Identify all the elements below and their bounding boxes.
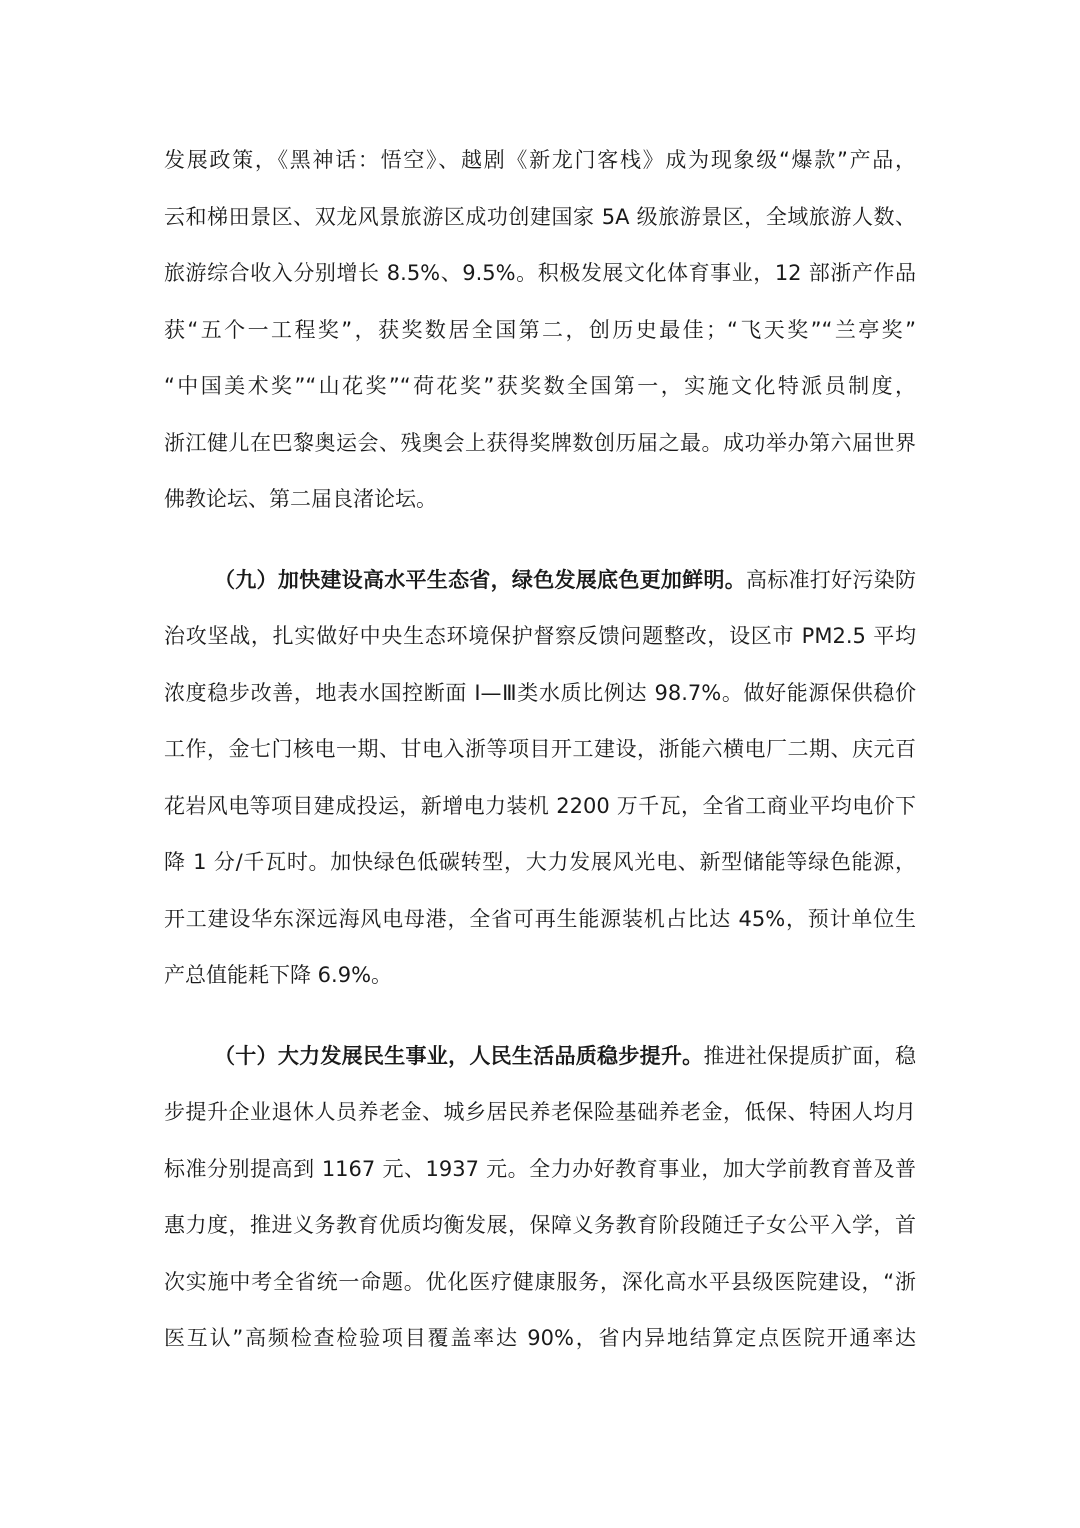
text-line: “中国美术奖”“山花奖”“荷花奖”获奖数全国第一，实施文化特派员制度，: [164, 374, 916, 398]
text-line: 旅游综合收入分别增长 8.5%、9.5%。积极发展文化体育事业，12 部浙产作品: [164, 261, 916, 285]
text-line: 工作，金七门核电一期、甘电入浙等项目开工建设，浙能六横电厂二期、庆元百: [164, 737, 916, 761]
text-line: 佛教论坛、第二届良渚论坛。: [164, 487, 437, 511]
text-line: 降 1 分/千瓦时。加快绿色低碳转型，大力发展风光电、新型储能等绿色能源，: [164, 850, 916, 874]
text-line: 云和梯田景区、双龙风景旅游区成功创建国家 5A 级旅游景区，全域旅游人数、: [164, 205, 916, 229]
text-line: 获“五个一工程奖”，获奖数居全国第二，创历史最佳；“飞天奖”“兰亭奖”: [164, 318, 916, 342]
paragraph-first-line: [214, 1036, 916, 1076]
text-run: 高标准打好污染防: [746, 568, 916, 592]
section-heading: （十）大力发展民生事业，人民生活品质稳步提升。: [214, 1044, 704, 1068]
text-line: 浙江健儿在巴黎奥运会、残奥会上获得奖牌数创历届之最。成功举办第六届世界: [164, 431, 916, 455]
paragraph-first-line: [214, 560, 916, 600]
text-line: 开工建设华东深远海风电母港，全省可再生能源装机占比达 45%，预计单位生: [164, 907, 916, 931]
text-line: 治攻坚战，扎实做好中央生态环境保护督察反馈问题整改，设区市 PM2.5 平均: [164, 624, 916, 648]
text-line: 医互认”高频检查检验项目覆盖率达 90%，省内异地结算定点医院开通率达: [164, 1326, 916, 1350]
text-line: 步提升企业退休人员养老金、城乡居民养老保险基础养老金，低保、特困人均月: [164, 1100, 916, 1124]
text-line: 发展政策，《黑神话：悟空》、越剧《新龙门客栈》成为现象级“爆款”产品，: [164, 148, 916, 172]
section-heading: （九）加快建设高水平生态省，绿色发展底色更加鲜明。: [214, 568, 747, 592]
text-run: 推进社保提质扩面，稳: [703, 1044, 916, 1068]
text-line: 花岩风电等项目建成投运，新增电力装机 2200 万千瓦，全省工商业平均电价下: [164, 794, 916, 818]
text-line: 次实施中考全省统一命题。优化医疗健康服务，深化高水平县级医院建设，“浙: [164, 1270, 916, 1294]
text-line: 浓度稳步改善，地表水国控断面 I—Ⅲ类水质比例达 98.7%。做好能源保供稳价: [164, 681, 916, 705]
text-line: 产总值能耗下降 6.9%。: [164, 963, 393, 987]
text-line: 标准分别提高到 1167 元、1937 元。全力办好教育事业，加大学前教育普及普: [164, 1157, 916, 1181]
text-line: 惠力度，推进义务教育优质均衡发展，保障义务教育阶段随迁子女公平入学，首: [164, 1213, 916, 1237]
